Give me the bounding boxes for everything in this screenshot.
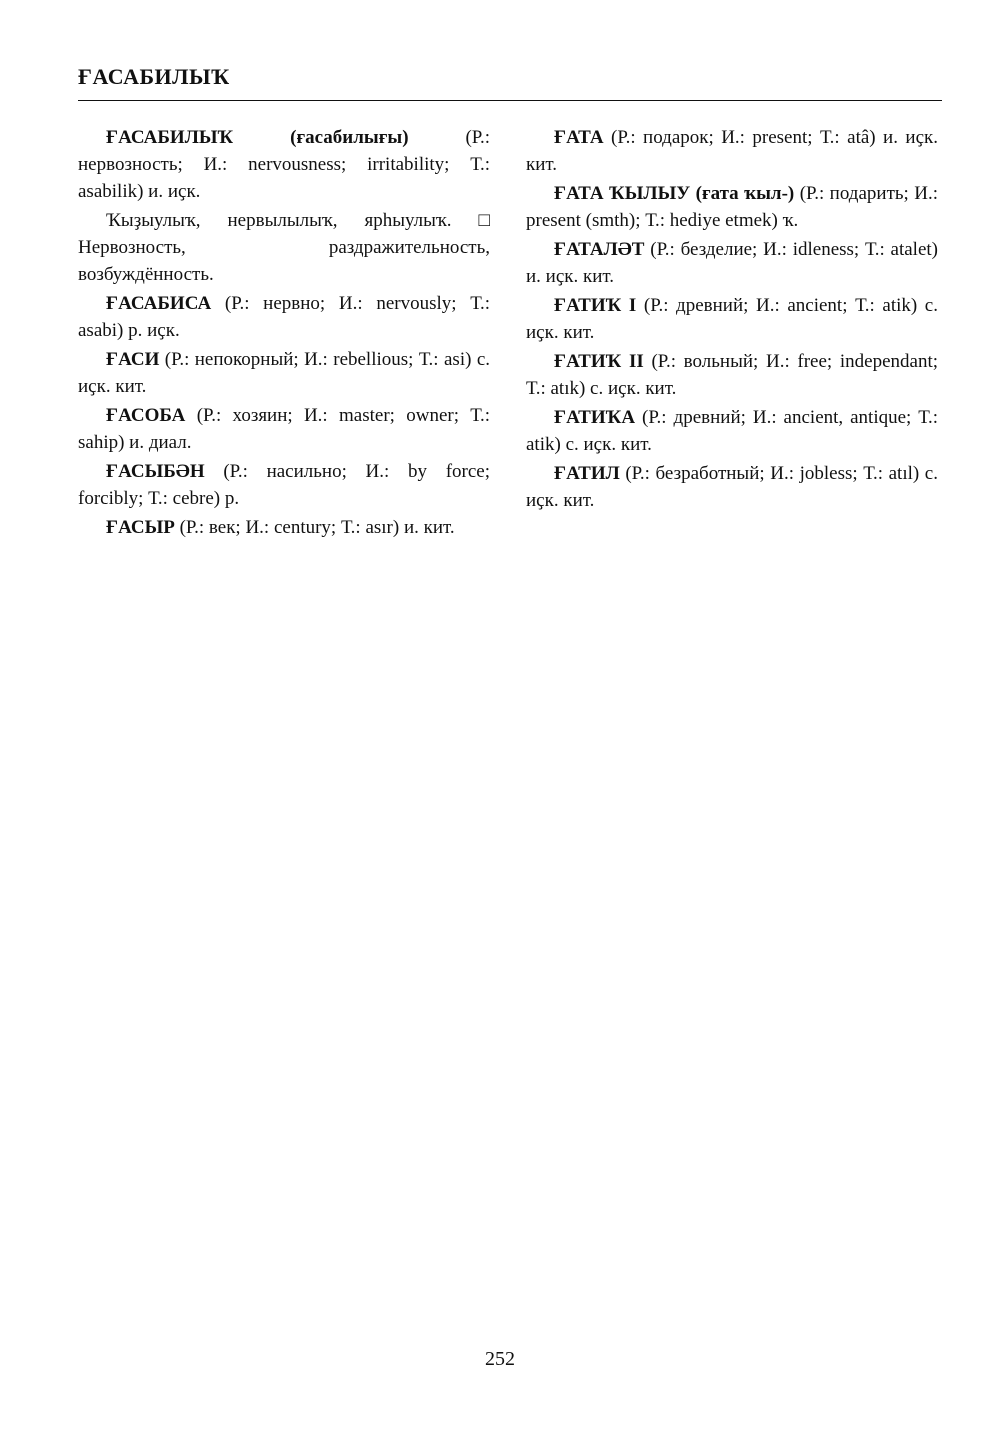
entry-text: (Р.: нервно; И.: nervously; Т.: asabi) р. иҫк.	[78, 293, 491, 341]
dictionary-entry	[526, 292, 938, 346]
entry-text: (Р.: нервозность; И.: nervousness; irritability; Т.: asabilik) и. иҫк.	[78, 127, 491, 202]
entry-text: (Р.: насильно; И.: by force; forcibly; Т.: cebre) р.	[78, 461, 490, 509]
entry-text: Ҡыҙыулыҡ, нервылылыҡ, ярһыулыҡ. □ Нервозность, раздражительность, возбуждённость.	[78, 210, 490, 285]
left-column	[78, 124, 490, 543]
entry-text: (Р.: век; И.: century; Т.: asır) и. кит.	[179, 517, 455, 538]
entry-headword: ҒАТИҠ I	[554, 295, 637, 316]
entry-headword: ҒАСИ	[106, 349, 160, 370]
dictionary-entry	[526, 236, 938, 290]
dictionary-entry	[78, 402, 490, 456]
entry-headword: ҒАСАБИСА	[106, 293, 212, 314]
dictionary-entry	[526, 124, 938, 178]
dictionary-entry	[526, 348, 938, 402]
entry-text: (Р.: безделие; И.: idleness; Т.: atalet) и. иҫк. кит.	[526, 239, 938, 287]
header-rule	[78, 100, 942, 101]
entry-text: (Р.: хозяин; И.: master; owner; Т.: sahip) и. диал.	[78, 405, 490, 453]
dictionary-entry	[78, 514, 490, 541]
right-column	[526, 124, 938, 516]
entry-headword: ҒАТИҠ II	[554, 351, 644, 372]
page-number: 252	[485, 1348, 515, 1370]
entry-headword: ҒАСЫР	[106, 517, 175, 538]
dictionary-entry	[78, 124, 490, 205]
entry-headword: ҒАСОБА	[106, 405, 186, 426]
dictionary-entry	[78, 290, 490, 344]
entry-headword: ҒАСАБИЛЫҠ (ғасабилығы)	[106, 127, 409, 148]
entry-text: (Р.: безработный; И.: jobless; Т.: atıl) с. иҫк. кит.	[526, 463, 938, 511]
dictionary-entry	[526, 460, 938, 514]
entry-headword: ҒАТАЛӘТ	[554, 239, 645, 260]
entry-headword: ҒАТИЛ	[554, 463, 620, 484]
running-head: ҒАСАБИЛЫҠ	[78, 64, 230, 89]
entry-headword: ҒАТИҠА	[554, 407, 636, 428]
dictionary-entry	[78, 458, 490, 512]
dictionary-entry	[78, 346, 490, 400]
dictionary-entry	[526, 180, 938, 234]
entry-text: (Р.: непокорный; И.: rebellious; Т.: asi) с. иҫк. кит.	[78, 349, 491, 397]
entry-headword: ҒАТА ҠЫЛЫУ (ғата ҡыл-)	[554, 183, 795, 204]
entry-text: (Р.: вольный; И.: free; independant; Т.: atık) с. иҫк. кит.	[526, 351, 938, 399]
entry-headword: ҒАТА	[554, 127, 604, 148]
entry-text: (Р.: подарить; И.: present (smth); Т.: hediye etmek) ҡ.	[526, 183, 939, 231]
entry-text: (Р.: древний; И.: ancient, antique; Т.: atik) с. иҫк. кит.	[526, 407, 939, 455]
dictionary-entry	[526, 404, 938, 458]
dictionary-entry	[78, 207, 490, 288]
entry-headword: ҒАСЫБӘН	[106, 461, 205, 482]
entry-text: (Р.: древний; И.: ancient; Т.: atik) с. иҫк. кит.	[526, 295, 938, 343]
entry-text: (Р.: подарок; И.: present; Т.: atâ) и. иҫк. кит.	[526, 127, 939, 175]
